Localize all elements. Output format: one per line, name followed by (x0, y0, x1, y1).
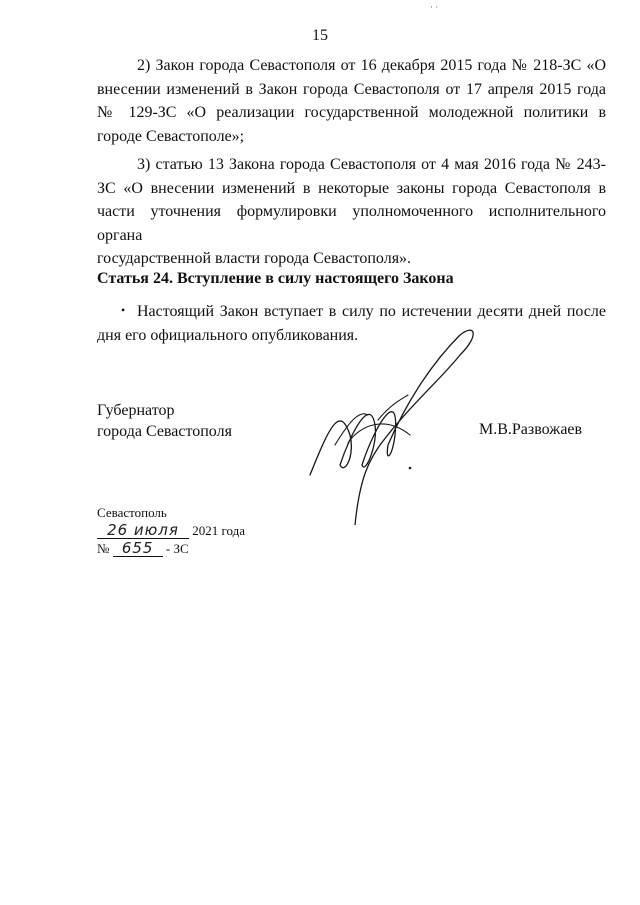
number-suffix: - ЗС (165, 541, 189, 556)
signatory-title-line1: Губернатор (97, 402, 175, 419)
number-sign: № (97, 541, 110, 556)
handwritten-date: 26 июля (97, 522, 189, 539)
article-text: Настоящий Закон вступает в силу по истечении десяти дней после дня его официального опубликования. (97, 303, 606, 344)
signatory-title (97, 400, 232, 442)
page-number: 15 (312, 27, 328, 44)
list-item-3-text-end: государственной власти города Севастополя». (97, 250, 412, 267)
list-item-3 (97, 153, 606, 271)
signing-year: 2021 года (192, 523, 246, 538)
list-item-3-text: 3) статью 13 Закона города Севастополя от 4 мая 2016 года № 243-ЗС «О внесении изменений в некоторые законы города Севастополя в части уточнения формулировки уполномоченного исполнительного органа (97, 156, 606, 244)
scan-mark: · · (430, 2, 439, 12)
law-number (97, 540, 189, 557)
signatory-name: М.В.Развожаев (479, 421, 583, 438)
scan-dot: • (121, 303, 126, 317)
handwritten-signature (290, 325, 490, 525)
place-of-signing: Севастополь (97, 505, 167, 520)
list-item-2: 2) Закон города Севастополя от 16 декабря 2015 года № 218-ЗС «О внесении изменений в Закон города Севастополя от 17 апреля 2015 года № 129-ЗС «О реализации государственной молодежной политики в городе Севастополе»; (97, 57, 606, 145)
signing-date (97, 522, 245, 539)
article-heading: Статья 24. Вступление в силу настоящего Закона (97, 270, 454, 287)
signatory-title-line2: города Севастополя (97, 423, 232, 440)
handwritten-number: 655 (113, 540, 163, 557)
